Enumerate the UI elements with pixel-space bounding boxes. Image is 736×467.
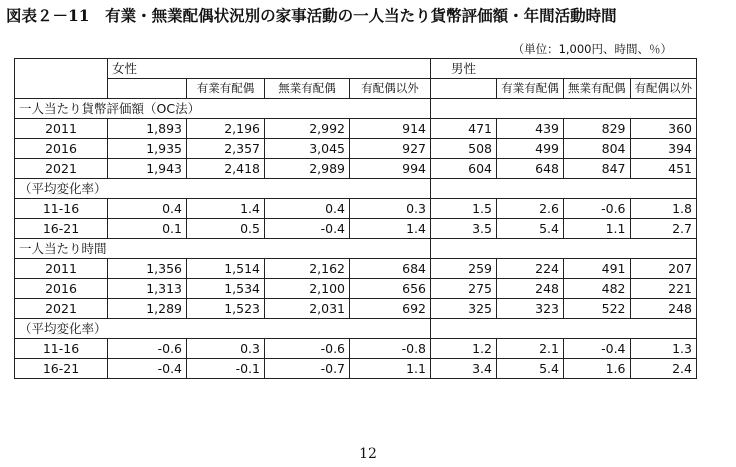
change-header-row-label: （平均変化率）: [15, 319, 431, 339]
value-cell: 1,514: [187, 259, 265, 279]
value-cell: 847: [564, 159, 631, 179]
value-cell: 3.5: [431, 219, 497, 239]
header-row-groups: [15, 59, 697, 79]
row-label: 2021: [15, 299, 108, 319]
value-cell: 0.4: [108, 199, 187, 219]
value-cell: 692: [350, 299, 431, 319]
value-cell: 1,935: [108, 139, 187, 159]
value-cell: 0.1: [108, 219, 187, 239]
section-header-row-blank: [431, 239, 697, 259]
value-cell: -0.4: [265, 219, 350, 239]
change-header-row-label: （平均変化率）: [15, 179, 431, 199]
value-cell: 1.4: [350, 219, 431, 239]
value-cell: 2,357: [187, 139, 265, 159]
value-cell: 2,162: [265, 259, 350, 279]
value-cell: 471: [431, 119, 497, 139]
female-total-subheader: [108, 79, 187, 99]
change-row: [15, 219, 697, 239]
value-cell: 499: [497, 139, 564, 159]
corner-cell: [15, 59, 108, 99]
table-row: [15, 279, 697, 299]
value-cell: 1.5: [431, 199, 497, 219]
value-cell: 2.4: [630, 359, 697, 379]
value-cell: -0.8: [350, 339, 431, 359]
header-row-subs: [15, 79, 697, 99]
value-cell: 2.1: [497, 339, 564, 359]
subheader-cell: 無業有配偶: [265, 79, 350, 99]
value-cell: 2,196: [187, 119, 265, 139]
value-cell: 275: [431, 279, 497, 299]
value-cell: 1.3: [630, 339, 697, 359]
subheader-cell: 有業有配偶: [187, 79, 265, 99]
change-header-row: [15, 179, 697, 199]
value-cell: 1,289: [108, 299, 187, 319]
subheader-cell: 有配偶以外: [630, 79, 697, 99]
value-cell: 491: [564, 259, 631, 279]
value-cell: 3,045: [265, 139, 350, 159]
row-label: 2016: [15, 279, 108, 299]
value-cell: 1.1: [564, 219, 631, 239]
value-cell: 360: [630, 119, 697, 139]
section-header-row: [15, 239, 697, 259]
value-cell: 248: [497, 279, 564, 299]
change-row: [15, 199, 697, 219]
change-row: [15, 359, 697, 379]
subheader-cell: 無業有配偶: [564, 79, 631, 99]
table-body: [15, 59, 697, 379]
section-header-row-label: 一人当たり貨幣評価額（OC法）: [15, 99, 431, 119]
value-cell: 927: [350, 139, 431, 159]
value-cell: 684: [350, 259, 431, 279]
value-cell: -0.6: [564, 199, 631, 219]
section-header-row: [15, 99, 697, 119]
row-label: 16-21: [15, 219, 108, 239]
value-cell: 1,943: [108, 159, 187, 179]
value-cell: 482: [564, 279, 631, 299]
unit-note: （単位：1,000円、時間、％）: [512, 42, 672, 56]
change-header-row-blank: [431, 179, 697, 199]
value-cell: 259: [431, 259, 497, 279]
value-cell: 1.4: [187, 199, 265, 219]
value-cell: 3.4: [431, 359, 497, 379]
value-cell: 2,418: [187, 159, 265, 179]
value-cell: 829: [564, 119, 631, 139]
value-cell: 648: [497, 159, 564, 179]
value-cell: 1.2: [431, 339, 497, 359]
value-cell: -0.1: [187, 359, 265, 379]
group-header-male: 男性: [431, 59, 697, 79]
value-cell: -0.6: [108, 339, 187, 359]
row-label: 2011: [15, 259, 108, 279]
value-cell: 0.3: [350, 199, 431, 219]
table-row: [15, 159, 697, 179]
value-cell: 394: [630, 139, 697, 159]
section-header-row-blank: [431, 99, 697, 119]
value-cell: 804: [564, 139, 631, 159]
value-cell: 221: [630, 279, 697, 299]
change-header-row: [15, 319, 697, 339]
row-label: 2021: [15, 159, 108, 179]
value-cell: 5.4: [497, 359, 564, 379]
value-cell: 522: [564, 299, 631, 319]
value-cell: 914: [350, 119, 431, 139]
row-label: 16-21: [15, 359, 108, 379]
value-cell: 451: [630, 159, 697, 179]
group-header-female: 女性: [108, 59, 431, 79]
value-cell: -0.7: [265, 359, 350, 379]
value-cell: -0.4: [564, 339, 631, 359]
row-label: 2011: [15, 119, 108, 139]
value-cell: 0.3: [187, 339, 265, 359]
value-cell: -0.4: [108, 359, 187, 379]
value-cell: 604: [431, 159, 497, 179]
data-table: [14, 58, 697, 379]
value-cell: 1.6: [564, 359, 631, 379]
row-label: 2016: [15, 139, 108, 159]
value-cell: 323: [497, 299, 564, 319]
value-cell: 439: [497, 119, 564, 139]
value-cell: 1,313: [108, 279, 187, 299]
value-cell: 248: [630, 299, 697, 319]
value-cell: 0.4: [265, 199, 350, 219]
value-cell: 207: [630, 259, 697, 279]
value-cell: 1,523: [187, 299, 265, 319]
value-cell: 1,534: [187, 279, 265, 299]
value-cell: 2.6: [497, 199, 564, 219]
value-cell: 224: [497, 259, 564, 279]
value-cell: 1,893: [108, 119, 187, 139]
change-header-row-blank: [431, 319, 697, 339]
value-cell: 994: [350, 159, 431, 179]
subheader-cell: 有配偶以外: [350, 79, 431, 99]
subheader-cell: 有業有配偶: [497, 79, 564, 99]
value-cell: 5.4: [497, 219, 564, 239]
value-cell: 2,992: [265, 119, 350, 139]
section-header-row-label: 一人当たり時間: [15, 239, 431, 259]
change-row: [15, 339, 697, 359]
value-cell: 2.7: [630, 219, 697, 239]
figure-title: 図表２－11 有業・無業配偶状況別の家事活動の一人当たり貨幣評価額・年間活動時間: [6, 6, 617, 25]
value-cell: 508: [431, 139, 497, 159]
value-cell: 1.8: [630, 199, 697, 219]
value-cell: 325: [431, 299, 497, 319]
table-row: [15, 139, 697, 159]
value-cell: 1,356: [108, 259, 187, 279]
table-row: [15, 259, 697, 279]
row-label: 11-16: [15, 199, 108, 219]
table-row: [15, 299, 697, 319]
value-cell: 0.5: [187, 219, 265, 239]
value-cell: -0.6: [265, 339, 350, 359]
value-cell: 2,989: [265, 159, 350, 179]
male-total-subheader: [431, 79, 497, 99]
value-cell: 2,031: [265, 299, 350, 319]
page-number: 12: [359, 446, 377, 462]
row-label: 11-16: [15, 339, 108, 359]
value-cell: 656: [350, 279, 431, 299]
table-row: [15, 119, 697, 139]
value-cell: 1.1: [350, 359, 431, 379]
value-cell: 2,100: [265, 279, 350, 299]
